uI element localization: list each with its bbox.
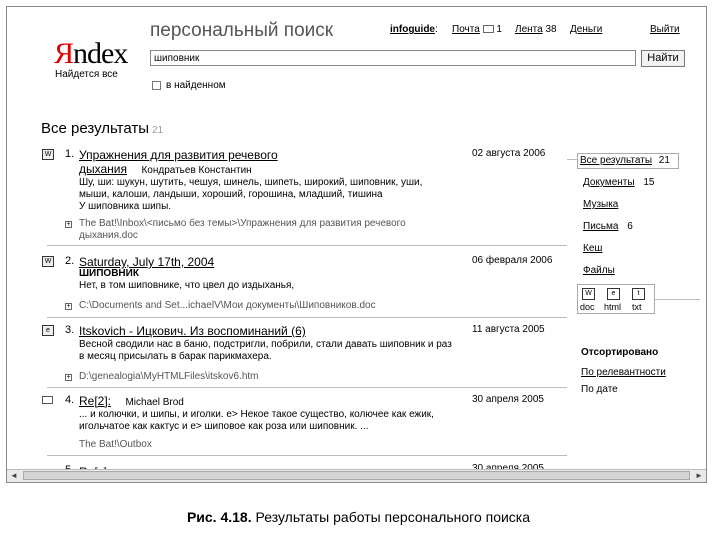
snippet-line: Нет, в том шиповнике, что цвел до издыханья, bbox=[79, 280, 295, 291]
result-path: The Bat!\Outbox bbox=[79, 439, 152, 450]
browser-frame bbox=[6, 6, 707, 483]
sidebar-cache-link[interactable]: Кеш bbox=[583, 243, 603, 254]
result-number: 4. bbox=[65, 394, 75, 406]
snippet-line: Шу, ши: шукун, шутить, чешуя, шинель, шипеть, широкий, шиповник, уши, bbox=[79, 177, 423, 188]
result-number: 3. bbox=[65, 324, 75, 336]
filetype-html-label[interactable]: html bbox=[604, 302, 622, 312]
money-link[interactable]: Деньги bbox=[570, 24, 603, 35]
horizontal-scrollbar[interactable] bbox=[7, 469, 706, 482]
sorted-heading: Отсортировано bbox=[581, 347, 659, 358]
result-author: Michael Brod bbox=[125, 397, 184, 408]
mail-count: 1 bbox=[496, 24, 502, 35]
snippet-line: мыши, калоши, ландыши, хороший, горошина, младший, тишина bbox=[79, 189, 383, 200]
sidebar-connector bbox=[567, 159, 577, 160]
results-title: Все результаты bbox=[41, 120, 150, 137]
find-button[interactable]: Найти bbox=[641, 50, 685, 67]
result-title-link[interactable] bbox=[79, 392, 184, 410]
envelope-icon bbox=[483, 25, 494, 33]
result-number: 1. bbox=[65, 148, 75, 160]
divider bbox=[47, 455, 567, 456]
sidebar-item-music[interactable] bbox=[583, 199, 618, 210]
topnav-money[interactable] bbox=[570, 24, 602, 35]
result-title-cont[interactable] bbox=[79, 160, 252, 178]
infoguide-colon: : bbox=[435, 24, 438, 35]
scroll-left-icon[interactable]: ◄ bbox=[10, 471, 18, 480]
in-found-label: в найденном bbox=[166, 80, 226, 91]
divider bbox=[47, 387, 567, 388]
results-heading bbox=[41, 120, 163, 137]
expand-icon[interactable]: + bbox=[66, 221, 71, 228]
logo-tagline: Найдется все bbox=[55, 69, 118, 80]
results-count: 21 bbox=[152, 125, 164, 136]
result-date: 11 августа 2005 bbox=[472, 324, 545, 335]
sidebar-letters-count: 6 bbox=[627, 221, 633, 232]
caption-text: Результаты работы персонального поиска bbox=[251, 509, 531, 525]
result-title[interactable]: Itskovich - Ицкович. Из воспоминаний (6) bbox=[79, 324, 306, 338]
feed-count: 38 bbox=[545, 24, 557, 35]
logo-letter: Я bbox=[54, 37, 74, 70]
result-title-line1[interactable]: Упражнения для развития речевого bbox=[79, 148, 278, 162]
sidebar-music-link[interactable]: Музыка bbox=[583, 199, 619, 210]
txt-filetype-icon[interactable]: t bbox=[632, 288, 645, 300]
result-date: 06 февраля 2006 bbox=[472, 255, 553, 266]
filetype-txt-label[interactable]: txt bbox=[632, 302, 642, 312]
topnav-feed[interactable] bbox=[515, 24, 557, 35]
sidebar-item-letters[interactable] bbox=[583, 221, 633, 232]
sidebar-documents-link[interactable]: Документы bbox=[583, 177, 635, 188]
page-title: персональный поиск bbox=[150, 20, 334, 41]
snippet-line: У шиповника шипы. bbox=[79, 201, 172, 212]
figure-caption bbox=[0, 509, 717, 525]
in-found-checkbox[interactable] bbox=[152, 81, 161, 90]
snippet-line: в месяц присылать в барак парикмахера. bbox=[79, 351, 272, 362]
snippet-line: ... и колючки, и шипы, и иголки. e> Некое такое существо, колючее как ежик, bbox=[79, 409, 434, 420]
sidebar-files-link[interactable]: Файлы bbox=[583, 265, 615, 276]
result-title-line2[interactable]: дыхания bbox=[79, 162, 127, 176]
infoguide-link[interactable]: infoguide bbox=[390, 24, 435, 35]
sidebar-documents-count: 15 bbox=[643, 177, 655, 188]
mail-link[interactable]: Почта bbox=[452, 24, 480, 35]
sidebar-all-link[interactable]: Все результаты bbox=[580, 155, 653, 166]
sidebar-letters-link[interactable]: Письма bbox=[583, 221, 619, 232]
result-path: C:\Documents and Set...ichaelV\Мои документы\Шиповников.doc bbox=[79, 300, 376, 311]
result-number: 2. bbox=[65, 255, 75, 267]
html-filetype-icon[interactable]: e bbox=[607, 288, 620, 300]
topnav-mail[interactable] bbox=[452, 24, 502, 35]
sort-relevance-link[interactable]: По релевантности bbox=[581, 367, 666, 378]
sidebar-connector bbox=[655, 299, 700, 300]
scroll-right-icon[interactable]: ► bbox=[695, 471, 703, 480]
word-doc-icon: W bbox=[42, 256, 54, 267]
topnav-exit[interactable] bbox=[650, 24, 680, 35]
doc-filetype-icon[interactable]: W bbox=[582, 288, 595, 300]
word-doc-icon: W bbox=[42, 149, 54, 160]
sidebar-item-cache[interactable] bbox=[583, 243, 602, 254]
feed-link[interactable]: Лента bbox=[515, 24, 543, 35]
sidebar-all-count: 21 bbox=[658, 155, 670, 166]
result-snippet bbox=[79, 177, 422, 213]
search-input[interactable]: шиповник bbox=[150, 50, 636, 66]
filetype-doc-label[interactable]: doc bbox=[580, 302, 595, 312]
html-doc-icon: e bbox=[42, 325, 54, 336]
result-path: D:\genealogia\MyHTMLFiles\itskov6.htm bbox=[79, 371, 259, 382]
result-path bbox=[79, 218, 406, 242]
exit-link[interactable]: Выйти bbox=[650, 24, 680, 35]
result-author: Кондратьев Константин bbox=[141, 165, 252, 176]
divider bbox=[47, 245, 567, 246]
sort-by-date: По дате bbox=[581, 384, 618, 395]
logo-text: ndex bbox=[73, 37, 128, 70]
result-date: 30 апреля 2005 bbox=[472, 394, 544, 405]
result-snippet bbox=[79, 339, 452, 363]
path-line: The Bat!\Inbox\<письмо без темы>\Упражнения для развития речевого bbox=[79, 218, 406, 229]
snippet-line: игольчатое как кактус и e> шиповое как роза или шиповник. ... bbox=[79, 421, 369, 432]
snippet-line: Весной сводили нас в баню, подстригли, побрили, стали давать шиповник и раз bbox=[79, 339, 452, 350]
scrollbar-thumb[interactable] bbox=[23, 471, 690, 480]
result-snippet bbox=[79, 409, 434, 433]
topnav-infoguide[interactable] bbox=[390, 24, 438, 35]
result-snippet bbox=[79, 268, 294, 292]
sort-by-relevance[interactable] bbox=[581, 367, 666, 378]
result-title[interactable]: Re[2]: bbox=[79, 394, 112, 408]
sidebar-item-documents[interactable] bbox=[583, 177, 654, 188]
divider bbox=[47, 317, 567, 318]
expand-icon[interactable]: + bbox=[66, 303, 71, 310]
path-line: дыхания.doc bbox=[79, 230, 138, 241]
result-title[interactable]: Saturday, July 17th, 2004 bbox=[79, 255, 215, 269]
mail-icon bbox=[42, 396, 53, 404]
sidebar-item-all-label[interactable] bbox=[580, 155, 670, 166]
sidebar-item-files[interactable] bbox=[583, 265, 615, 276]
yandex-logo[interactable] bbox=[54, 37, 127, 71]
caption-label: Рис. 4.18. bbox=[186, 509, 252, 525]
result-title-link[interactable] bbox=[79, 322, 306, 340]
snippet-line: ШИПОВНИК bbox=[79, 268, 139, 279]
result-date: 02 августа 2006 bbox=[472, 148, 546, 159]
expand-icon[interactable]: + bbox=[66, 374, 71, 381]
